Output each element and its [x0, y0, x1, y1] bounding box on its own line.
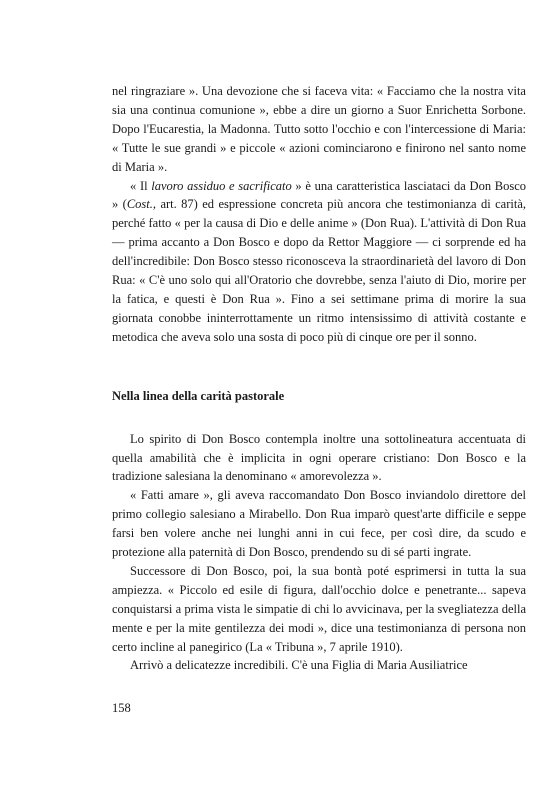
paragraph [112, 82, 526, 177]
text-run: art. 87) ed espressione concreta più ancora che testimonianza di carità, perché fatto « per la causa di Dio e delle anime » (Don Rua). L'attività di Don Rua — prima accanto a Don Bosco e dopo da Rettor Maggiore — ci sorprende ed ha dell'incredibile: Don Bosco stesso riconosceva la straordinarietà del lavoro di Don Rua: « C'è uno solo qui all'Oratorio che dovrebbe, senza l'aiuto di Dio, morire per la fatica, e questi è Don Rua ». Fino a sei settimane prima di morire la sua giornata conobbe ininterrottamente un ritmo intensissimo di attività costante e metodica che aveva solo una sosta di poco più di cinque ore per il sonno. [112, 197, 526, 344]
italic-text: Cost., [126, 197, 157, 212]
section-heading: Nella linea della carità pastorale [112, 388, 285, 403]
text-run: Lo spirito di Don Bosco contempla inoltre una sottolineatura accentuata di quella amabilità che è implicita in ogni operare cristiano: Don Bosco e la tradizione salesiana la denominano « amorevolezza ». [112, 431, 526, 484]
text-run: » è una caratteristica lasciataci da Don Bosco » ( [112, 178, 527, 212]
text-run: Arrivò a delicatezze incredibili. C'è una Figlia di Maria Ausiliatrice [130, 658, 468, 673]
text-run: « Fatti amare », gli aveva raccomandato Don Bosco inviandolo direttore del primo collegio salesiano a Mirabello. Don Rua imparò quest'arte difficile e seppe farsi ben volere anche nei lunghi anni in cui fece, per così dire, da scudo e protezione alla paternità di Don Bosco, prendendo su di sé parti ingrate. [112, 488, 526, 560]
paragraph [112, 562, 526, 657]
text-run: nel ringraziare ». Una devozione che si faceva vita: « Facciamo che la nostra vita sia una continua comunione », ebbe a dire un giorno a Suor Enrichetta Sorbone. Dopo l'Eucarestia, la Madonna. Tutto sotto l'occhio e con l'intercessione di Maria: « Tutte le sue grandi » e piccole « azioni cominciarono e finirono nel santo nome di Maria ». [112, 84, 526, 174]
text-run: « Il [130, 178, 152, 193]
page-number: 158 [112, 701, 131, 715]
section-spacer [112, 347, 526, 387]
italic-text: lavoro assiduo e sacrificato [151, 178, 292, 193]
heading-spacer [112, 406, 526, 430]
paragraph [112, 430, 526, 487]
paragraph [112, 486, 526, 562]
text-block-bottom [112, 430, 526, 676]
paragraph [112, 656, 526, 675]
paragraph [112, 177, 526, 347]
text-run: Successore di Don Bosco, poi, la sua bontà poté esprimersi in tutta la sua ampiezza. « Piccolo ed esile di figura, dall'occhio dolce e penetrante... sapeva conquistarsi a prima vista le simpatie di chi lo avvicinava, per la svegliatezza della mente e per la mite gentilezza dei modi », dice una testimonianza di persona non certo incline al panegirico (La « Tribuna », 7 aprile 1910). [112, 563, 526, 654]
text-block-top [112, 82, 526, 347]
page-body [112, 82, 526, 675]
